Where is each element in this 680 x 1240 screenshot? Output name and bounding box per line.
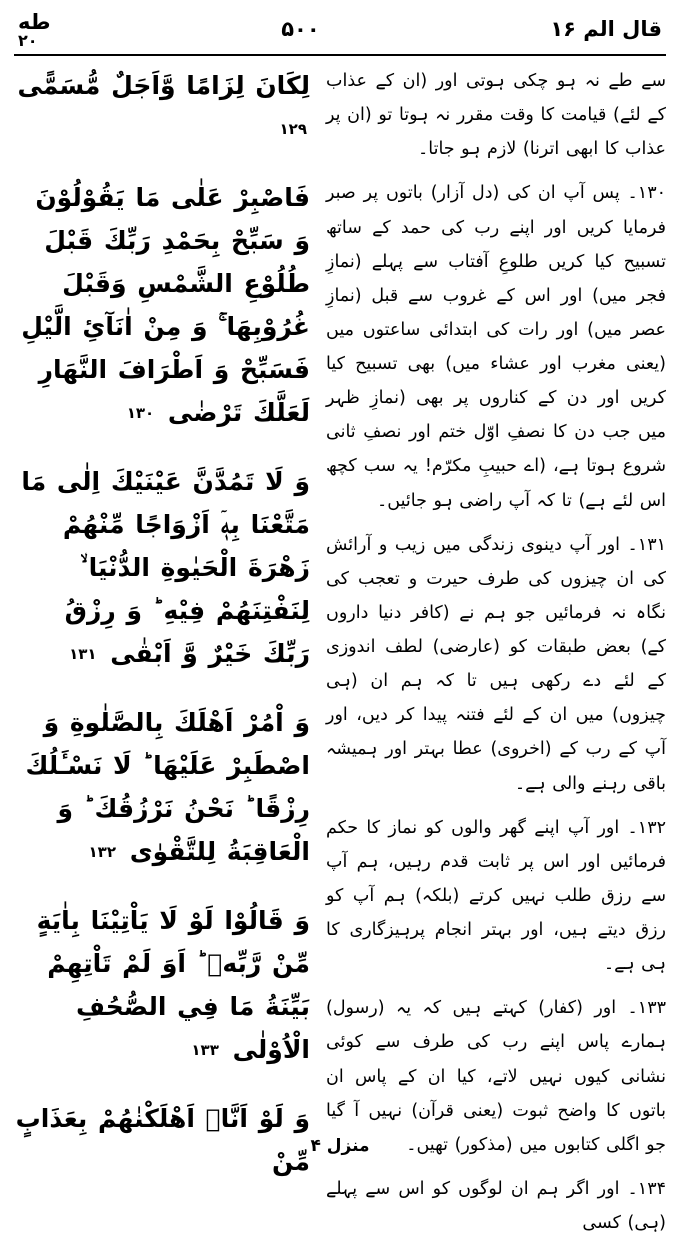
header-divider (14, 54, 666, 56)
arabic-column (14, 64, 310, 1176)
header-surah-number: ۲۰ (18, 30, 38, 50)
urdu-paragraph: ۱۳۴۔ اور اگر ہم ان لوگوں کو اس سے پہلے (ہی) کسی (326, 1178, 666, 1233)
ayah-number: ۱۳۲ (88, 843, 116, 861)
page-header (18, 10, 662, 50)
ayah-number: ۱۳۰ (126, 404, 155, 422)
ayah-number: ۱۲۹ (279, 120, 307, 138)
ayah-text: فَاصْبِرْ عَلٰى مَا يَقُوْلُوْنَ وَ سَبِّحْ بِحَمْدِ رَبِّكَ قَبْلَ طُلُوْعِ الشَّمْسِ وَقَبْلَ غُرُوْبِهَا ۚ وَ مِنْ اٰنَآئِ الَّيْلِ فَسَبِّحْ وَ اَطْرَافَ النَّهَارِ لَعَلَّكَ تَرْضٰى (21, 183, 310, 427)
ayah-text: وَ قَالُوْا لَوْ لَا يَاْتِيْنَا بِاٰيَةٍ مِّنْ رَّبِّهٖ ؕ اَوَ لَمْ تَاْتِهِمْ بَيِّنَةُ مَا فِي الصُّحُفِ الْاُوْلٰى (36, 906, 310, 1064)
header-page-number: ۵۰۰ (281, 17, 320, 42)
ayah-text: وَ اْمُرْ اَهْلَكَ بِالصَّلٰوةِ وَ اصْطَبِرْ عَلَيْهَا ؕ لَا نَسْـَٔلُكَ رِزْقًا ؕ نَحْنُ نَرْزُقُكَ ؕ وَ الْعَاقِبَةُ لِلتَّقْوٰى (25, 708, 310, 866)
urdu-paragraph: ۱۳۰۔ پس آپ ان کی (دل آزار) باتوں پر صبر فرمایا کریں اور اپنے رب کی حمد کے ساتھ تسبیح کیا کریں طلوعِ آفتاب سے پہلے (نمازِ فجر میں) اور اس کے غروب سے قبل (نمازِ عصر میں) اور رات کی ابتدائی ساعتوں میں (یعنی مغرب اور عشاء میں) بھی تسبیح کیا کریں اور دن کے کناروں پر بھی (نمازِ ظہر میں جب دن کا نصفِ اوّل ختم اور نصفِ ثانی شروع ہوتا ہے، (اے حبیبِ مکرّم! یہ سب کچھ اس لئے ہے) تا کہ آپ راضی ہو جائیں۔ (326, 183, 666, 511)
header-surah-name: طه (18, 9, 51, 34)
ayah-text: وَ لَا تَمُدَّنَّ عَيْنَيْكَ اِلٰى مَا مَتَّعْنَا بِهٖۤ اَزْوَاجًا مِّنْهُمْ زَهْرَةَ الْحَيٰوةِ الدُّنْيَا ۙ لِنَفْتِنَهُمْ فِيْهِ ؕ وَ رِزْقُ رَبِّكَ خَيْرٌ وَّ اَبْقٰى (21, 467, 310, 668)
ayah-block (14, 899, 310, 1071)
urdu-paragraph: سے طے نہ ہو چکی ہوتی اور (ان کے عذاب کے لئے) قیامت کا وقت مقرر نہ ہوتا تو (ان پر عذاب کا ابھی اترنا) لازم ہو جاتا۔ (326, 71, 666, 160)
urdu-paragraph: ۱۳۲۔ اور آپ اپنے گھر والوں کو نماز کا حکم فرمائیں اور اس پر ثابت قدم رہیں، ہم آپ سے رزق طلب نہیں کرتے (بلکہ) ہم آپ کو رزق دیتے ہیں، اور بہتر انجام پرہیزگاری کا ہی ہے۔ (326, 817, 666, 975)
header-surah-group: قال الم ۱۶ (550, 17, 662, 42)
ayah-block (14, 460, 310, 675)
urdu-paragraph: ۱۳۳۔ اور (کفار) کہتے ہیں کہ یہ (رسول) ہمارے پاس اپنے رب کی طرف سے کوئی نشانی کیوں نہیں لاتے، کیا ان کے پاس ان باتوں کا واضح ثبوت (یعنی قرآن) نہیں آ گیا جو اگلی کتابوں میں (مذکور) تھیں۔ (326, 998, 666, 1155)
header-surah-name-group (18, 11, 51, 50)
page-footer: منزل ۴ (310, 1136, 370, 1156)
ayah-number: ۱۳۱ (69, 645, 97, 663)
ayah-block (14, 176, 310, 434)
ayah-block (14, 701, 310, 873)
ayah-text: وَ لَوْ اَنَّاۤ اَهْلَكْنٰهُمْ بِعَذَابٍ مِّنْ (15, 1104, 310, 1176)
urdu-paragraph: ۱۳۱۔ اور آپ دینوی زندگی میں زیب و آرائش کی ان چیزوں کی طرف حیرت و تعجب کی نگاہ نہ فرمائیں جو ہم نے (کافر دنیا داروں کے) بعض طبقات کو (عارضی) لطف اندوزی کے لئے دے رکھی ہیں تا کہ ہم ان (ہی چیزوں) میں ان کے لئے فتنہ پیدا کر دیں، اور آپ کے رب کے (اخروی) عطا بہتر اور ہمیشہ باقی رہنے والی ہے۔ (326, 534, 666, 794)
ayah-block (14, 64, 310, 150)
ayah-text: لِكَانَ لِزَامًا وَّاَجَلٌ مُّسَمًّى (17, 71, 310, 100)
ayah-number: ۱۳۳ (191, 1041, 219, 1059)
